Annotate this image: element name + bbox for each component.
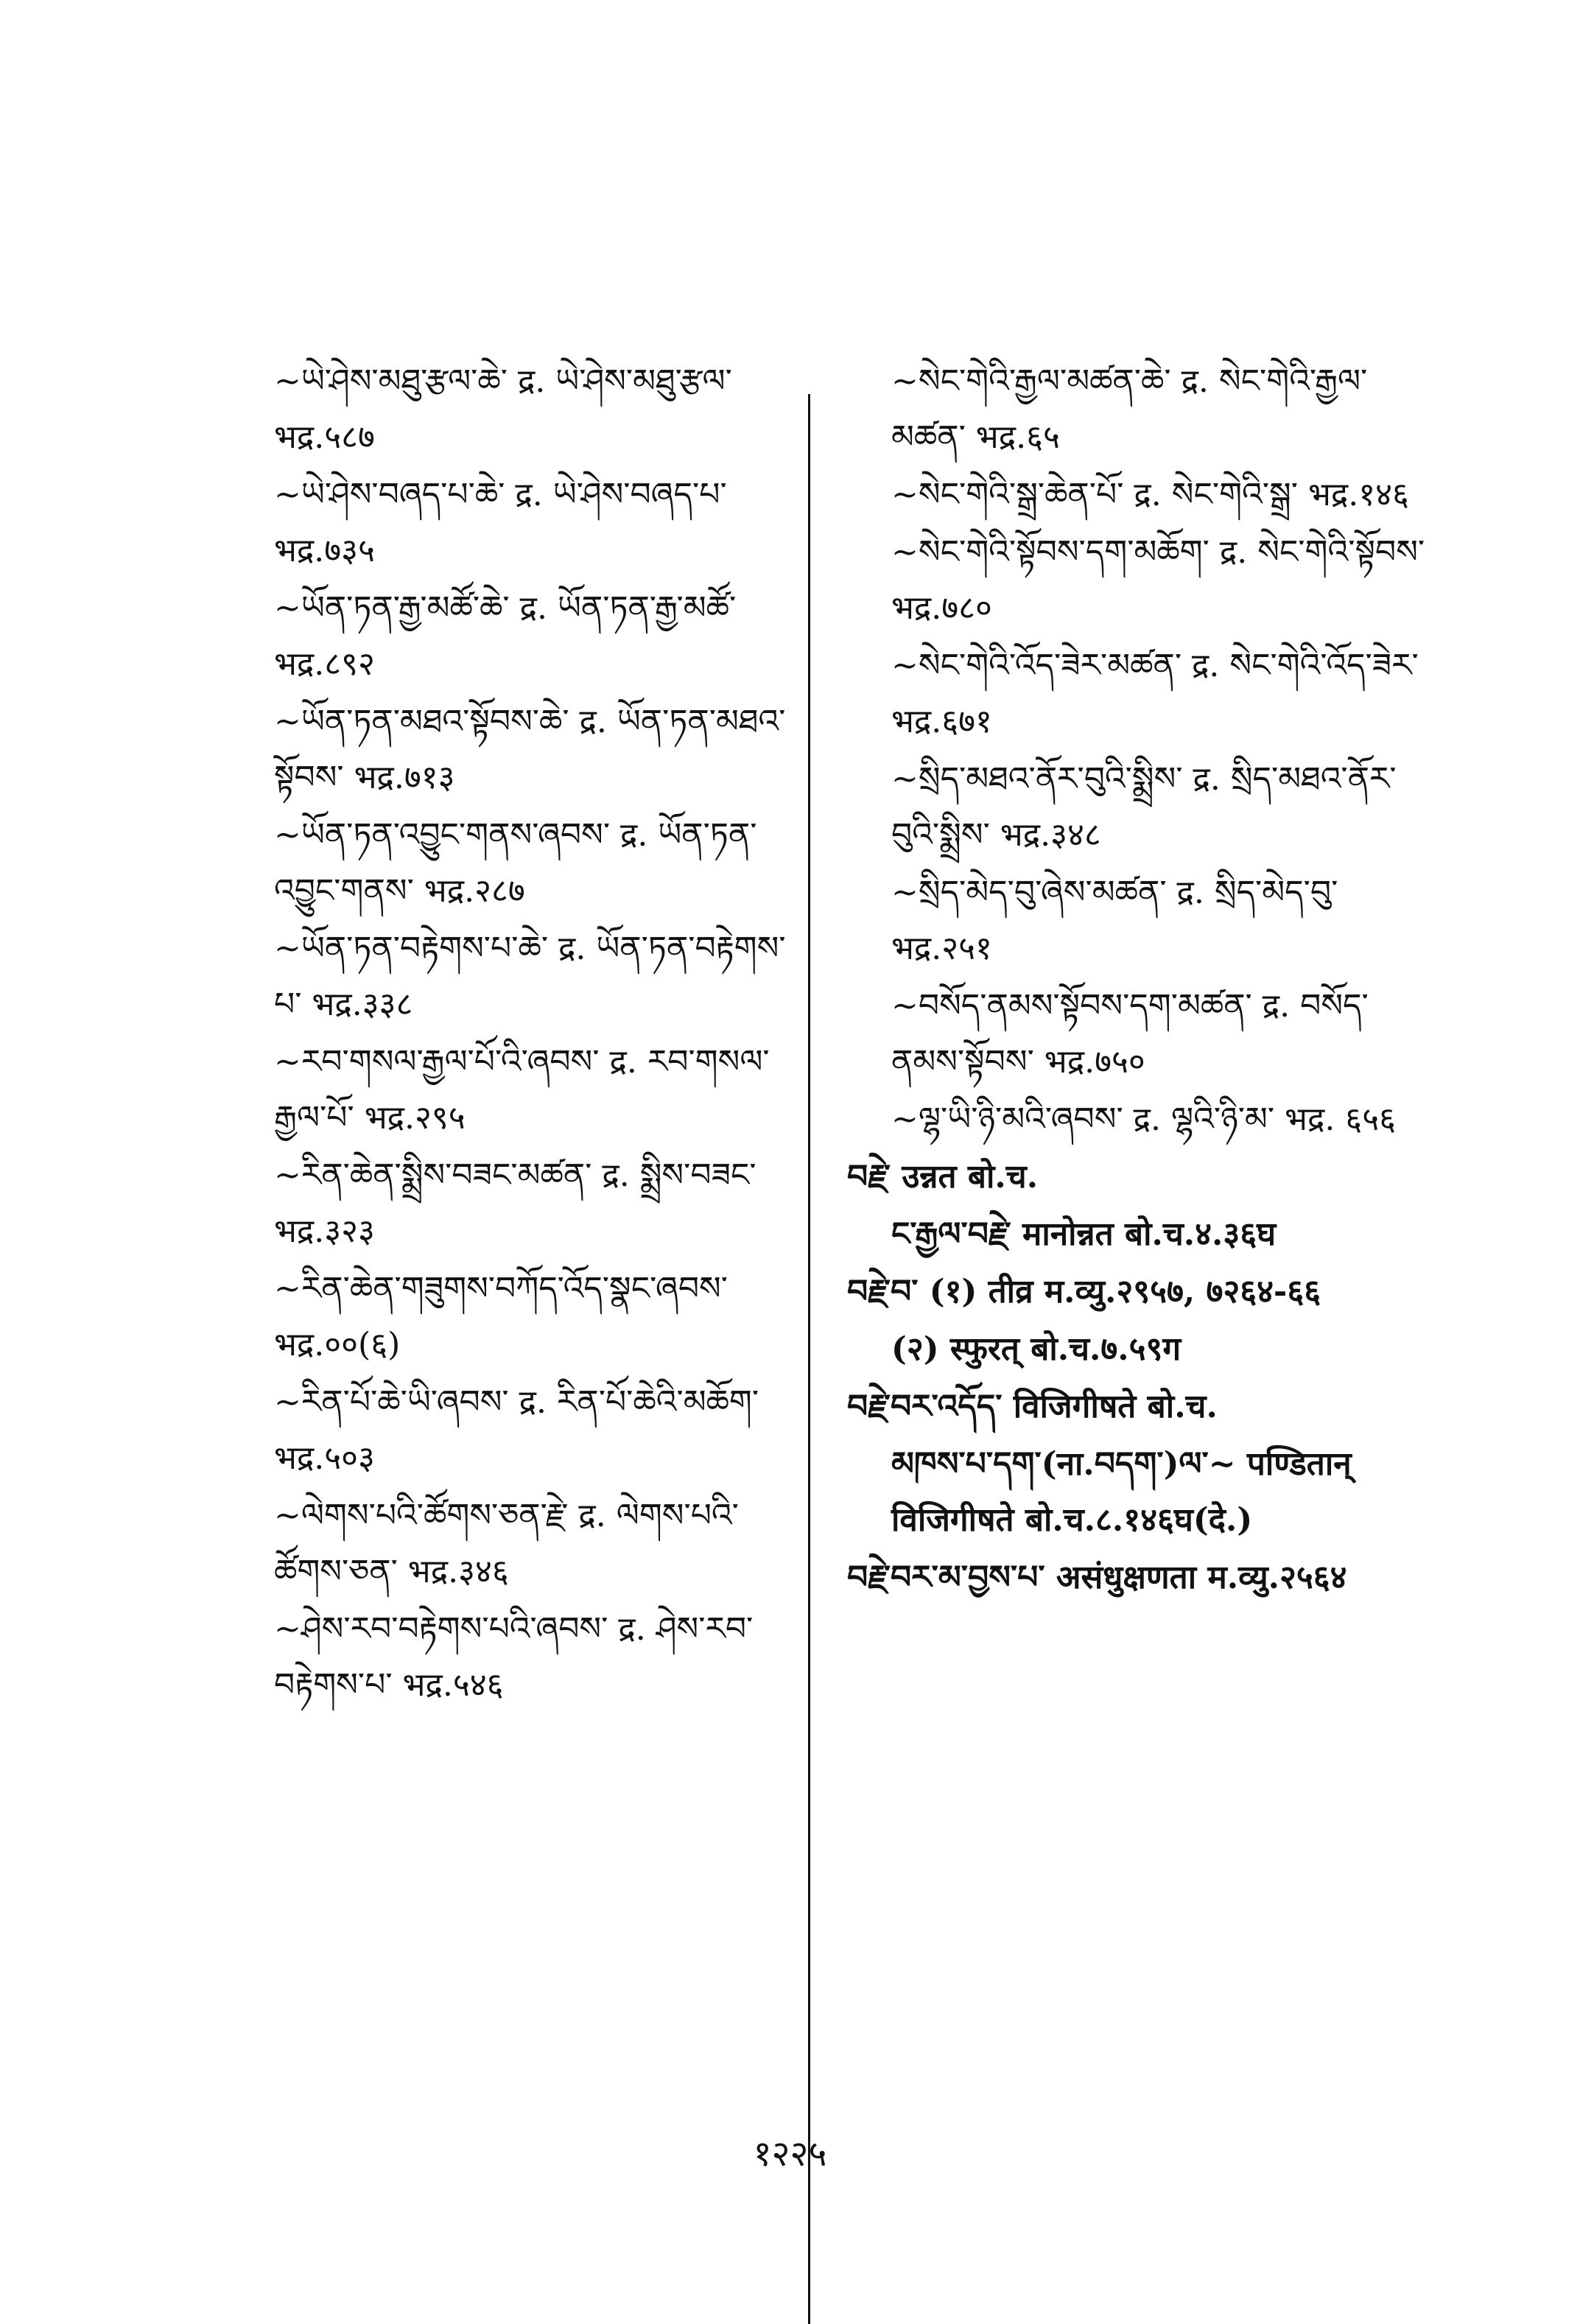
dictionary-entry: ~བསོད་ནམས་སྟོབས་དག་མཚན་ द्र. བསོད་ནམས་སྟོབས་ भद्र.७५०	[891, 987, 1369, 1081]
dictionary-entry: ~སེང་གེའི་སྟོབས་དག་མཆོག་ द्र. སེང་གེའི་སྟོབས་ भद्र.७८०	[891, 533, 1425, 627]
dictionary-entry: ~ཡོན་ཏན་བརྟེགས་པ་ཆེ་ द्र. ཡོན་ཏན་བརྟེགས་པ་ भद्र.३३८	[274, 930, 786, 1023]
dictionary-entry: ~ཡེ་ཤེས་བཞད་པ་ཆེ་ द्र. ཡེ་ཤེས་བཞད་པ་ भद्र.७३५	[274, 476, 727, 569]
left-column	[274, 354, 812, 1715]
dictionary-entry: ~ལྷ་ཡི་ཉི་མའི་ཞབས་ द्र. ལྷའི་ཉི་མ་ भद्र. ६५६	[891, 1100, 1396, 1138]
headword-entry: བརྗེ་ उन्नत बो.च.	[847, 1158, 1039, 1196]
dictionary-entry: ~ཤེས་རབ་བརྟེགས་པའི་ཞབས་ द्र. ཤེས་རབ་བརྟེགས་པ་ भद्र.५४६	[274, 1610, 754, 1704]
dictionary-entry: ~རིན་པོ་ཆེ་ཡི་ཞབས་ द्र. རིན་པོ་ཆེའི་མཆོག་ भद्र.५०३	[274, 1383, 759, 1477]
page-number: १२२५	[753, 2133, 827, 2174]
sub-entry: ང་རྒྱལ་བརྗེ་ मानोन्नत बो.च.४.३६घ	[891, 1215, 1277, 1253]
headword-entry: བརྗེ་བར་འདོད་ विजिगीषते बो.च.	[847, 1388, 1218, 1425]
right-column	[847, 354, 1429, 1607]
dictionary-entry: ~སེང་གེའི་འོད་ཟེར་མཚན་ द्र. སེང་གེའི་འོད་ཟེར་ भद्र.६७१	[891, 647, 1419, 740]
dictionary-entry: ~རིན་ཆེན་སྨྲིས་བཟང་མཚན་ द्र. སྨྲིས་བཟང་ भद्र.३२३	[274, 1156, 756, 1250]
dictionary-entry: ~སྲིད་མེད་བུ་ཞེས་མཚན་ द्र. སྲིད་མེད་བུ་ भद्र.२५१	[891, 874, 1338, 967]
headword-entry: བརྗེ་བར་མ་བྱས་པ་ असंधुक्षणता म.व्यु.२५६४	[847, 1559, 1347, 1596]
dictionary-entry: ~རིན་ཆེན་གཟུགས་བཀོད་འོད་སྣང་ཞབས་ भद्र.००(६)	[274, 1270, 728, 1363]
dictionary-entry: ~ཡོན་ཏན་འབྱུང་གནས་ཞབས་ द्र. ཡོན་ཏན་འབྱུང་གནས་ भद्र.२८७	[274, 816, 757, 910]
sub-entry: (२) स्फुरत् बो.च.७.५९ग	[891, 1330, 1182, 1368]
dictionary-entry: ~སེང་གེའི་རྒྱལ་མཚན་ཆེ་ द्र. སེང་གེའི་རྒྱལ་མཚན་ भद्र.६५	[891, 362, 1368, 456]
dictionary-entry: ~ལེགས་པའི་ཚོགས་ཅན་རྗེ་ द्र. ལེགས་པའི་ཚོགས་ཅན་ भद्र.३४६	[274, 1497, 739, 1590]
column-divider	[808, 394, 810, 2324]
headword-entry: བརྗེ་བ་ (१) तीव्र म.व्यु.२९५७, ७२६४-६६	[847, 1273, 1321, 1310]
dictionary-entry: ~ཡོན་ཏན་རྒྱ་མཚོ་ཆེ་ द्र. ཡོན་ཏན་རྒྱ་མཚོ་ भद्र.८९२	[274, 589, 737, 683]
dictionary-entry: ~ཡེ་ཤེས་མཐུ་རྩལ་ཆེ་ द्र. ཡེ་ཤེས་མཐུ་རྩལ་ भद्र.५८७	[274, 362, 732, 456]
dictionary-entry: ~ཡོན་ཏན་མཐའ་སྟོབས་ཆེ་ द्र. ཡོན་ཏན་མཐའ་སྟོབས་ भद्र.७१३	[274, 703, 786, 796]
dictionary-entry: ~རབ་གསལ་རྒྱལ་པོ་འི་ཞབས་ द्र. རབ་གསལ་རྒྱལ་པོ་ भद्र.२९५	[274, 1043, 770, 1137]
sub-entry: མཁས་པ་དག་(ना.བདག་)ལ་~ पण्डितान् विजिगीषते बो.च.८.१४६घ(दे.)	[891, 1445, 1352, 1539]
dictionary-entry: ~སེང་གེའི་སྒྲ་ཆེན་པོ་ द्र. སེང་གེའི་སྒྲ་ भद्र.१४६	[891, 476, 1409, 513]
dictionary-entry: ~སྲིད་མཐའ་ནོར་བུའི་སྨྲིས་ द्र. སྲིད་མཐའ་ནོར་བུའི་སྨྲིས་ भद्र.३४८	[891, 760, 1397, 854]
